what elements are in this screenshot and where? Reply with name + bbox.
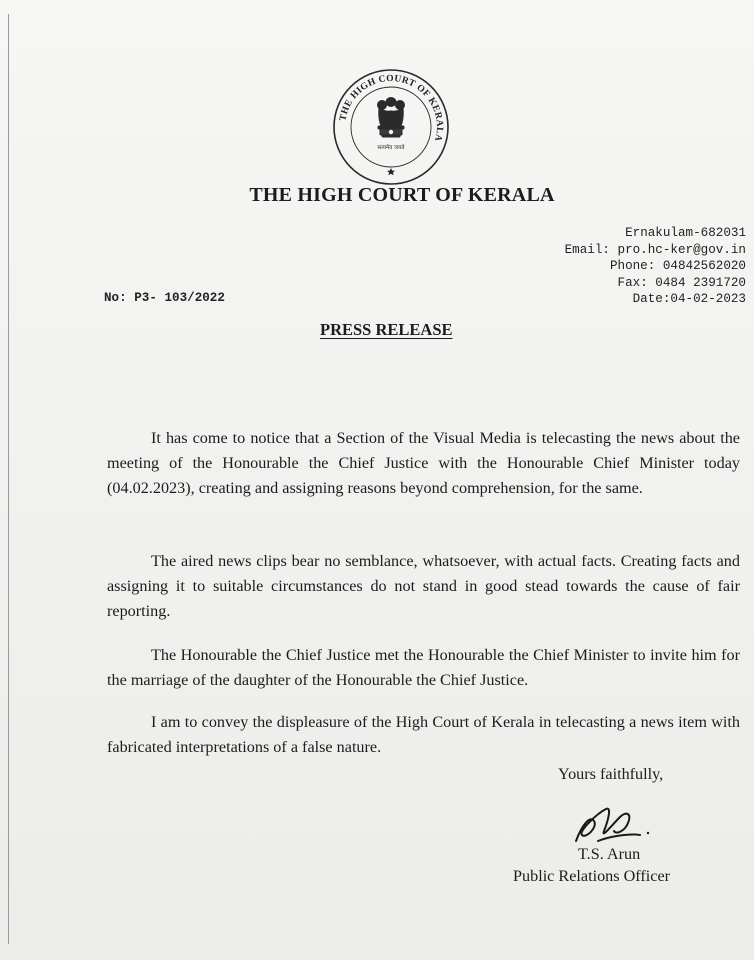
paragraph-1: It has come to notice that a Section of the Visual Media is telecasting the news about the meeting of the Honourable the Chief Justice with the Honourable Chief Minister today (04.02.2023), creating and assigning reasons beyond comprehension, for the same.: [107, 429, 740, 497]
paragraph-3: The Honourable the Chief Justice met the Honourable the Chief Minister to invite him for the marriage of the daughter of the Honourable the Chief Justice.: [107, 646, 740, 689]
state-emblem-icon: [332, 68, 450, 186]
seal-motto: सत्यमेव जयते: [377, 145, 405, 151]
page-title: THE HIGH COURT OF KERALA: [249, 184, 555, 206]
date-line: Date:04-02-2023: [632, 292, 746, 307]
press-release-heading: PRESS RELEASE: [320, 320, 453, 339]
contact-block: [565, 225, 746, 308]
phone-line: Phone: 04842562020: [609, 259, 746, 274]
signer-designation: Public Relations Officer: [513, 867, 671, 885]
closing-salutation: Yours faithfully,: [558, 765, 664, 783]
signer-name: T.S. Arun: [578, 845, 641, 863]
reference-number: No: P3- 103/2022: [104, 291, 225, 305]
email-line: Email: pro.hc-ker@gov.in: [564, 242, 746, 257]
address-line: Ernakulam-682031: [625, 226, 746, 240]
fax-line: Fax: 0484 2391720: [617, 275, 746, 290]
seal-ring-text: THE HIGH COURT OF KERALA: [338, 73, 445, 143]
paragraph-2: The aired news clips bear no semblance, whatsoever, with actual facts. Creating facts and assigning it to suitable circumstances do not stand in good stead towards the cause of fair reporting.: [107, 552, 740, 620]
paragraph-4: I am to convey the displeasure of the High Court of Kerala in telecasting a news item with fabricated interpretations of a false nature.: [107, 713, 740, 756]
page-edge-line: [8, 14, 9, 944]
